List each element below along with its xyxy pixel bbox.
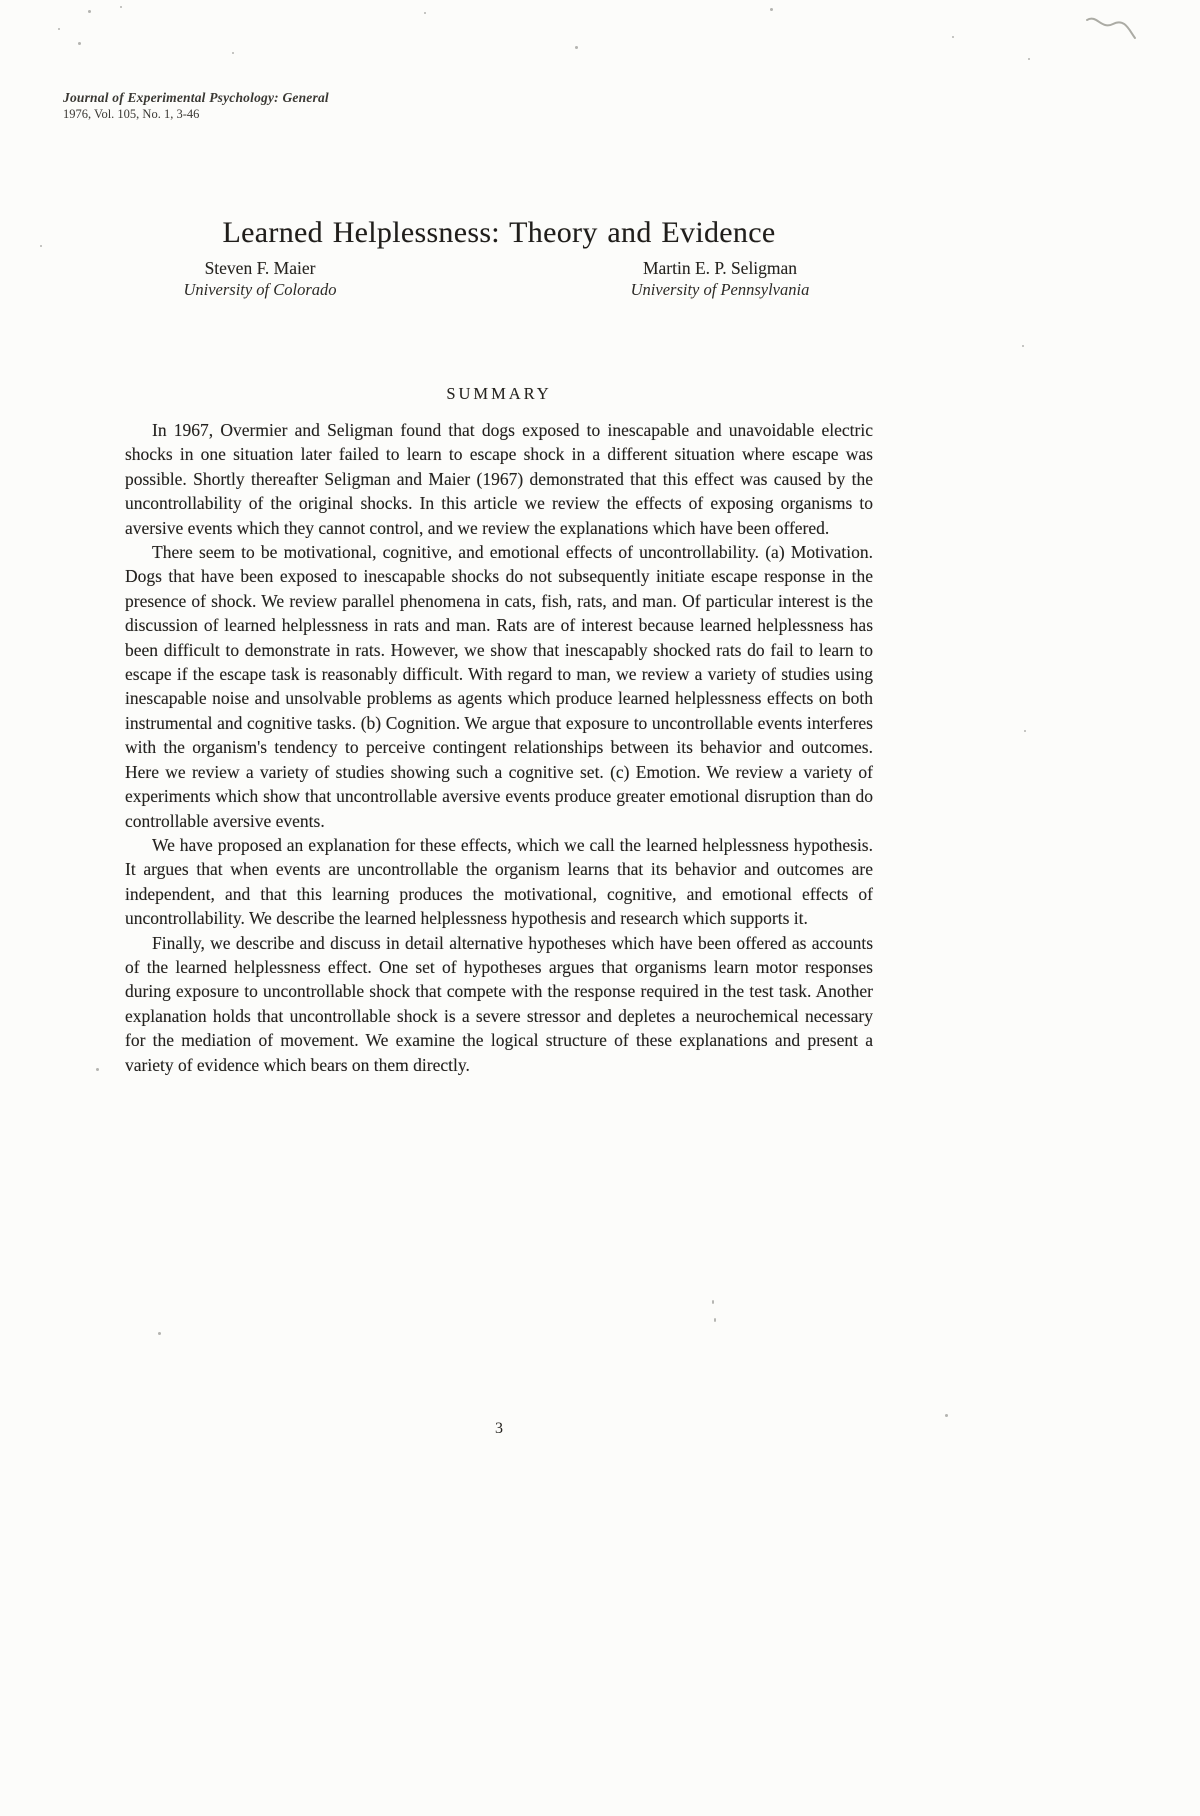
scan-speck <box>424 12 426 14</box>
scan-speck <box>78 42 81 45</box>
scan-speck <box>575 46 578 49</box>
summary-paragraph: In 1967, Overmier and Seligman found that dogs exposed to inescapable and unavoidable electric shocks in one situation later failed to learn to escape shock in a different situation where escape was possible. Shortly thereafter Seligman and Maier (1967) demonstrated that this effect was caused by the uncontrollability of the original shocks. In this article we review the effects of exposing organisms to aversive events which they cannot control, and we review the explanations which have been offered. <box>125 420 873 538</box>
author-name: Steven F. Maier <box>204 258 316 278</box>
scan-speck <box>770 8 773 11</box>
article-title: Learned Helplessness: Theory and Evidence <box>222 216 776 250</box>
pen-mark-artifact <box>1085 12 1139 44</box>
scan-speck <box>1022 345 1024 347</box>
page-number: 3 <box>495 1420 503 1437</box>
summary-body <box>125 418 873 1077</box>
scan-speck <box>232 52 234 54</box>
scan-speck <box>712 1300 714 1304</box>
scan-speck <box>945 1414 948 1417</box>
scan-speck <box>1028 58 1030 60</box>
scan-speck <box>40 245 42 247</box>
scan-speck <box>88 10 91 13</box>
author-affiliation: University of Colorado <box>183 279 337 299</box>
summary-heading: SUMMARY <box>446 384 552 403</box>
scan-speck <box>158 1332 161 1335</box>
scan-speck <box>714 1318 716 1322</box>
authors-row <box>95 258 885 301</box>
scan-speck <box>952 36 954 38</box>
summary-paragraph: Finally, we describe and discuss in detail alternative hypotheses which have been offered as accounts of the learned helplessness effect. One set of hypotheses argues that organisms learn motor responses during exposure to uncontrollable shock that compete with the response required in the test task. Another explanation holds that uncontrollable shock is a severe stressor and depletes a neurochemical necessary for the mediation of movement. We examine the logical structure of these explanations and present a variety of evidence which bears on them directly. <box>125 932 873 1075</box>
scan-speck <box>58 28 60 30</box>
scan-speck <box>120 6 122 8</box>
journal-name: Journal of Experimental Psychology: General <box>63 90 329 105</box>
author-name: Martin E. P. Seligman <box>642 258 798 278</box>
journal-issue-line: 1976, Vol. 105, No. 1, 3-46 <box>63 106 200 121</box>
summary-paragraph: There seem to be motivational, cognitive, and emotional effects of uncontrollability. (a) Motivation. Dogs that have been exposed to inescapable shocks do not subsequently initiate escape response in the presence of shock. We review parallel phenomena in cats, fish, rats, and man. Of particular interest is the discussion of learned helplessness in rats and man. Rats are of interest because learned helplessness has been difficult to demonstrate in rats. However, we show that inescapably shocked rats do fail to learn to escape if the escape task is reasonably difficult. With regard to man, we review a variety of studies using inescapable noise and unsolvable problems as agents which produce learned helplessness effects on both instrumental and cognitive tasks. (b) Cognition. We argue that exposure to uncontrollable events interferes with the organism's tendency to perceive contingent relationships between its behavior and outcomes. Here we review a variety of studies showing such a cognitive set. (c) Emotion. We review a variety of experiments which show that uncontrollable aversive events produce greater emotional disruption than do controllable aversive events. <box>125 542 873 831</box>
author-affiliation: University of Pennsylvania <box>630 279 810 299</box>
author-block-right <box>555 258 885 301</box>
summary-paragraph: We have proposed an explanation for these effects, which we call the learned helplessness hypothesis. It argues that when events are uncontrollable the organism learns that its behavior and outcomes are independent, and that this learning produces the motivational, cognitive, and emotional effects of uncontrollability. We describe the learned helplessness hypothesis and research which supports it. <box>125 834 873 929</box>
journal-header <box>63 90 329 123</box>
scan-speck <box>1024 730 1026 732</box>
author-block-left <box>95 258 425 301</box>
scan-speck <box>96 1068 99 1071</box>
